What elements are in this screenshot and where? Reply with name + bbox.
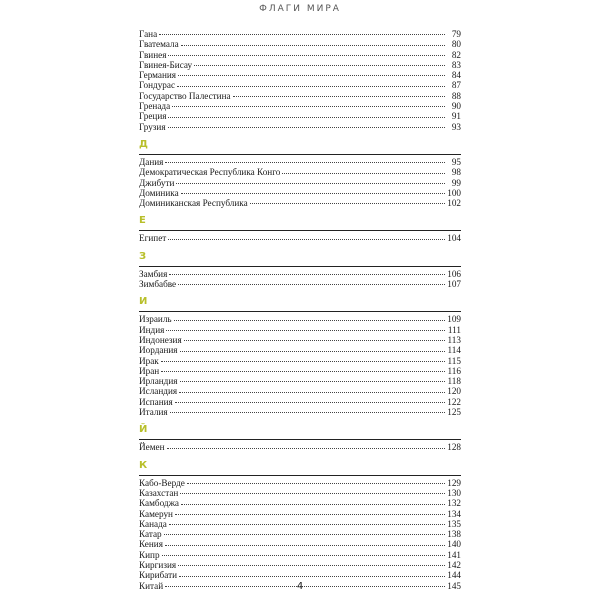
- toc-entry: [139, 345, 461, 355]
- dot-leader: [181, 503, 445, 505]
- section-rule: [139, 230, 461, 231]
- toc-entry-page: 99: [451, 177, 461, 188]
- dot-leader: [282, 172, 445, 174]
- dot-leader: [180, 380, 445, 382]
- toc-entry-name: Италия: [139, 407, 168, 418]
- toc-entry-name: Кипр: [139, 549, 160, 560]
- toc-entry: [139, 269, 461, 279]
- toc-entry: [139, 519, 461, 529]
- toc-entry-name: Иран: [139, 365, 160, 376]
- toc-entry: [139, 550, 461, 560]
- toc-entries-top: [139, 29, 461, 132]
- toc-entry: [139, 80, 461, 90]
- toc-entry-name: Ирландия: [139, 376, 178, 387]
- dot-leader: [166, 329, 445, 331]
- dot-leader: [174, 319, 445, 321]
- toc-entry-name: Джибути: [139, 177, 175, 188]
- toc-entry-page: 141: [447, 549, 461, 560]
- toc-entry-page: 145: [447, 580, 461, 591]
- toc-entry-page: 93: [451, 121, 461, 132]
- section-rule: [139, 475, 461, 476]
- dot-leader: [159, 33, 445, 35]
- dot-leader: [181, 192, 445, 194]
- toc-entry-name: Индия: [139, 324, 165, 335]
- section-letter: Й: [139, 424, 148, 436]
- dot-leader: [178, 283, 445, 285]
- toc-entry-name: Киргизия: [139, 559, 177, 570]
- toc-entry-page: 104: [447, 233, 461, 244]
- toc-entry-page: 116: [447, 365, 461, 376]
- toc-entry-name: Гвинея-Бисау: [139, 59, 193, 70]
- toc-entry-page: 84: [451, 70, 461, 81]
- toc-entry: [139, 570, 461, 580]
- dot-leader: [233, 95, 445, 97]
- toc-entry: [139, 122, 461, 132]
- toc-entry: [139, 539, 461, 549]
- toc-entry-name: Греция: [139, 111, 167, 122]
- toc-entry: [139, 314, 461, 324]
- toc-entry: [139, 376, 461, 386]
- toc-entry: [139, 325, 461, 335]
- dot-leader: [168, 116, 445, 118]
- toc-entry-name: Египет: [139, 233, 167, 244]
- toc-entry-name: Китай: [139, 580, 164, 591]
- toc-entry: [139, 356, 461, 366]
- table-of-contents: [139, 29, 461, 591]
- toc-entry-name: Доминика: [139, 187, 179, 198]
- toc-entry-page: 106: [447, 268, 461, 279]
- toc-entry-page: 125: [447, 407, 461, 418]
- dot-leader: [169, 523, 445, 525]
- toc-entry-name: Зимбабве: [139, 279, 177, 290]
- toc-entry-name: Грузия: [139, 121, 166, 132]
- toc-entry-page: 107: [447, 279, 461, 290]
- section-letter: К: [139, 459, 148, 471]
- dot-leader: [161, 360, 445, 362]
- dot-leader: [165, 161, 445, 163]
- dot-leader: [179, 391, 445, 393]
- toc-entry: [139, 157, 461, 167]
- toc-entry-name: Доминиканская Республика: [139, 198, 248, 209]
- toc-section: [139, 208, 461, 243]
- dot-leader: [179, 575, 445, 577]
- dot-leader: [178, 564, 445, 566]
- toc-entry-page: 129: [447, 477, 461, 488]
- dot-leader: [181, 44, 445, 46]
- page-number: 4: [296, 581, 304, 592]
- dot-leader: [169, 273, 445, 275]
- section-letter: И: [139, 296, 148, 308]
- toc-entry-page: 113: [447, 334, 461, 345]
- dot-leader: [250, 202, 445, 204]
- toc-entry: [139, 442, 461, 452]
- dot-leader: [168, 54, 445, 56]
- toc-entry-page: 82: [451, 49, 461, 60]
- toc-entry-page: 79: [451, 29, 461, 39]
- toc-entry: [139, 188, 461, 198]
- dot-leader: [162, 554, 445, 556]
- toc-entry-name: Израиль: [139, 314, 172, 325]
- toc-entry: [139, 529, 461, 539]
- toc-entry-name: Канада: [139, 518, 167, 529]
- toc-entry: [139, 397, 461, 407]
- toc-entry: [139, 386, 461, 396]
- toc-entry-page: 130: [447, 487, 461, 498]
- section-letter: З: [139, 250, 147, 262]
- toc-section: [139, 417, 461, 452]
- toc-entry-page: 90: [451, 101, 461, 112]
- toc-entry: [139, 29, 461, 39]
- toc-entry-name: Гондурас: [139, 80, 176, 91]
- toc-entry-name: Демократическая Республика Конго: [139, 167, 281, 178]
- toc-entry: [139, 509, 461, 519]
- toc-entry-name: Катар: [139, 529, 162, 540]
- toc-entry-name: Замбия: [139, 268, 168, 279]
- toc-entry-page: 134: [447, 508, 461, 519]
- toc-entry: [139, 70, 461, 80]
- section-rule: [139, 154, 461, 155]
- dot-leader: [187, 482, 445, 484]
- dot-leader: [170, 411, 445, 413]
- toc-entry: [139, 335, 461, 345]
- toc-entry-page: 80: [451, 39, 461, 50]
- toc-entry-name: Исландия: [139, 386, 178, 397]
- toc-entry-name: Государство Палестина: [139, 90, 231, 101]
- toc-entry-page: 87: [451, 80, 461, 91]
- toc-entry-page: 102: [447, 198, 461, 209]
- toc-entry-name: Ирак: [139, 355, 159, 366]
- toc-entry-name: Гвинея: [139, 49, 167, 60]
- toc-entry-page: 100: [447, 187, 461, 198]
- toc-entry: [139, 407, 461, 417]
- dot-leader: [175, 401, 445, 403]
- toc-entry: [139, 101, 461, 111]
- toc-entry-page: 142: [447, 559, 461, 570]
- toc-entry-name: Казахстан: [139, 487, 179, 498]
- dot-leader: [184, 339, 445, 341]
- toc-entry-name: Индонезия: [139, 334, 182, 345]
- section-letter: Е: [139, 215, 146, 227]
- toc-entry: [139, 560, 461, 570]
- section-letter: Д: [139, 138, 148, 150]
- toc-entry-page: 98: [451, 167, 461, 178]
- toc-entry-name: Гватемала: [139, 39, 179, 50]
- toc-entry-page: 91: [451, 111, 461, 122]
- toc-entry: [139, 167, 461, 177]
- section-rule: [139, 266, 461, 267]
- toc-entry-page: 122: [447, 396, 461, 407]
- toc-entry-page: 128: [447, 442, 461, 453]
- dot-leader: [168, 126, 445, 128]
- dot-leader: [180, 492, 445, 494]
- dot-leader: [177, 85, 445, 87]
- toc-entry-page: 115: [447, 355, 461, 366]
- toc-section: [139, 132, 461, 208]
- toc-entry-name: Дания: [139, 156, 164, 167]
- toc-entry-page: 83: [451, 59, 461, 70]
- dot-leader: [172, 105, 445, 107]
- toc-entry: [139, 366, 461, 376]
- dot-leader: [175, 513, 445, 515]
- toc-entry-name: Кирибати: [139, 570, 178, 581]
- dot-leader: [164, 533, 445, 535]
- toc-section: [139, 289, 461, 417]
- toc-entry-name: Кабо-Верде: [139, 477, 185, 488]
- toc-entry-page: 114: [447, 345, 461, 356]
- toc-entry-name: Испания: [139, 396, 173, 407]
- dot-leader: [161, 370, 445, 372]
- dot-leader: [178, 74, 445, 76]
- toc-section: [139, 453, 461, 591]
- section-rule: [139, 439, 461, 440]
- toc-entry: [139, 498, 461, 508]
- toc-entry-name: Йемен: [139, 442, 165, 453]
- toc-entry: [139, 279, 461, 289]
- toc-entry-page: 111: [447, 324, 461, 335]
- toc-entry-name: Германия: [139, 70, 177, 81]
- dot-leader: [180, 350, 445, 352]
- toc-entry-page: 109: [447, 314, 461, 325]
- dot-leader: [194, 64, 445, 66]
- section-rule: [139, 311, 461, 312]
- toc-entry-name: Гренада: [139, 101, 171, 112]
- toc-entry: [139, 91, 461, 101]
- running-head: ФЛАГИ МИРА: [259, 4, 341, 14]
- toc-sections: [139, 132, 461, 591]
- dot-leader: [168, 238, 445, 240]
- toc-entry-page: 132: [447, 498, 461, 509]
- toc-entry-name: Гана: [139, 29, 158, 39]
- toc-entry: [139, 60, 461, 70]
- toc-entry-page: 138: [447, 529, 461, 540]
- toc-entry: [139, 50, 461, 60]
- toc-entry-name: Камерун: [139, 508, 173, 519]
- dot-leader: [167, 447, 445, 449]
- dot-leader: [165, 544, 445, 546]
- toc-entry-page: 120: [447, 386, 461, 397]
- toc-entry-page: 88: [451, 90, 461, 101]
- toc-entry-name: Иордания: [139, 345, 178, 356]
- toc-entry: [139, 178, 461, 188]
- toc-entry-page: 135: [447, 518, 461, 529]
- dot-leader: [176, 182, 445, 184]
- toc-section: [139, 244, 461, 290]
- toc-entry: [139, 198, 461, 208]
- toc-entry: [139, 39, 461, 49]
- toc-entry: [139, 233, 461, 243]
- toc-entry-page: 144: [447, 570, 461, 581]
- toc-entry-name: Кения: [139, 539, 163, 550]
- toc-entry: [139, 478, 461, 488]
- toc-entry: [139, 488, 461, 498]
- toc-entry: [139, 111, 461, 121]
- toc-entry-page: 118: [447, 376, 461, 387]
- toc-entry-page: 95: [451, 156, 461, 167]
- toc-entry-page: 140: [447, 539, 461, 550]
- toc-entry-name: Камбоджа: [139, 498, 180, 509]
